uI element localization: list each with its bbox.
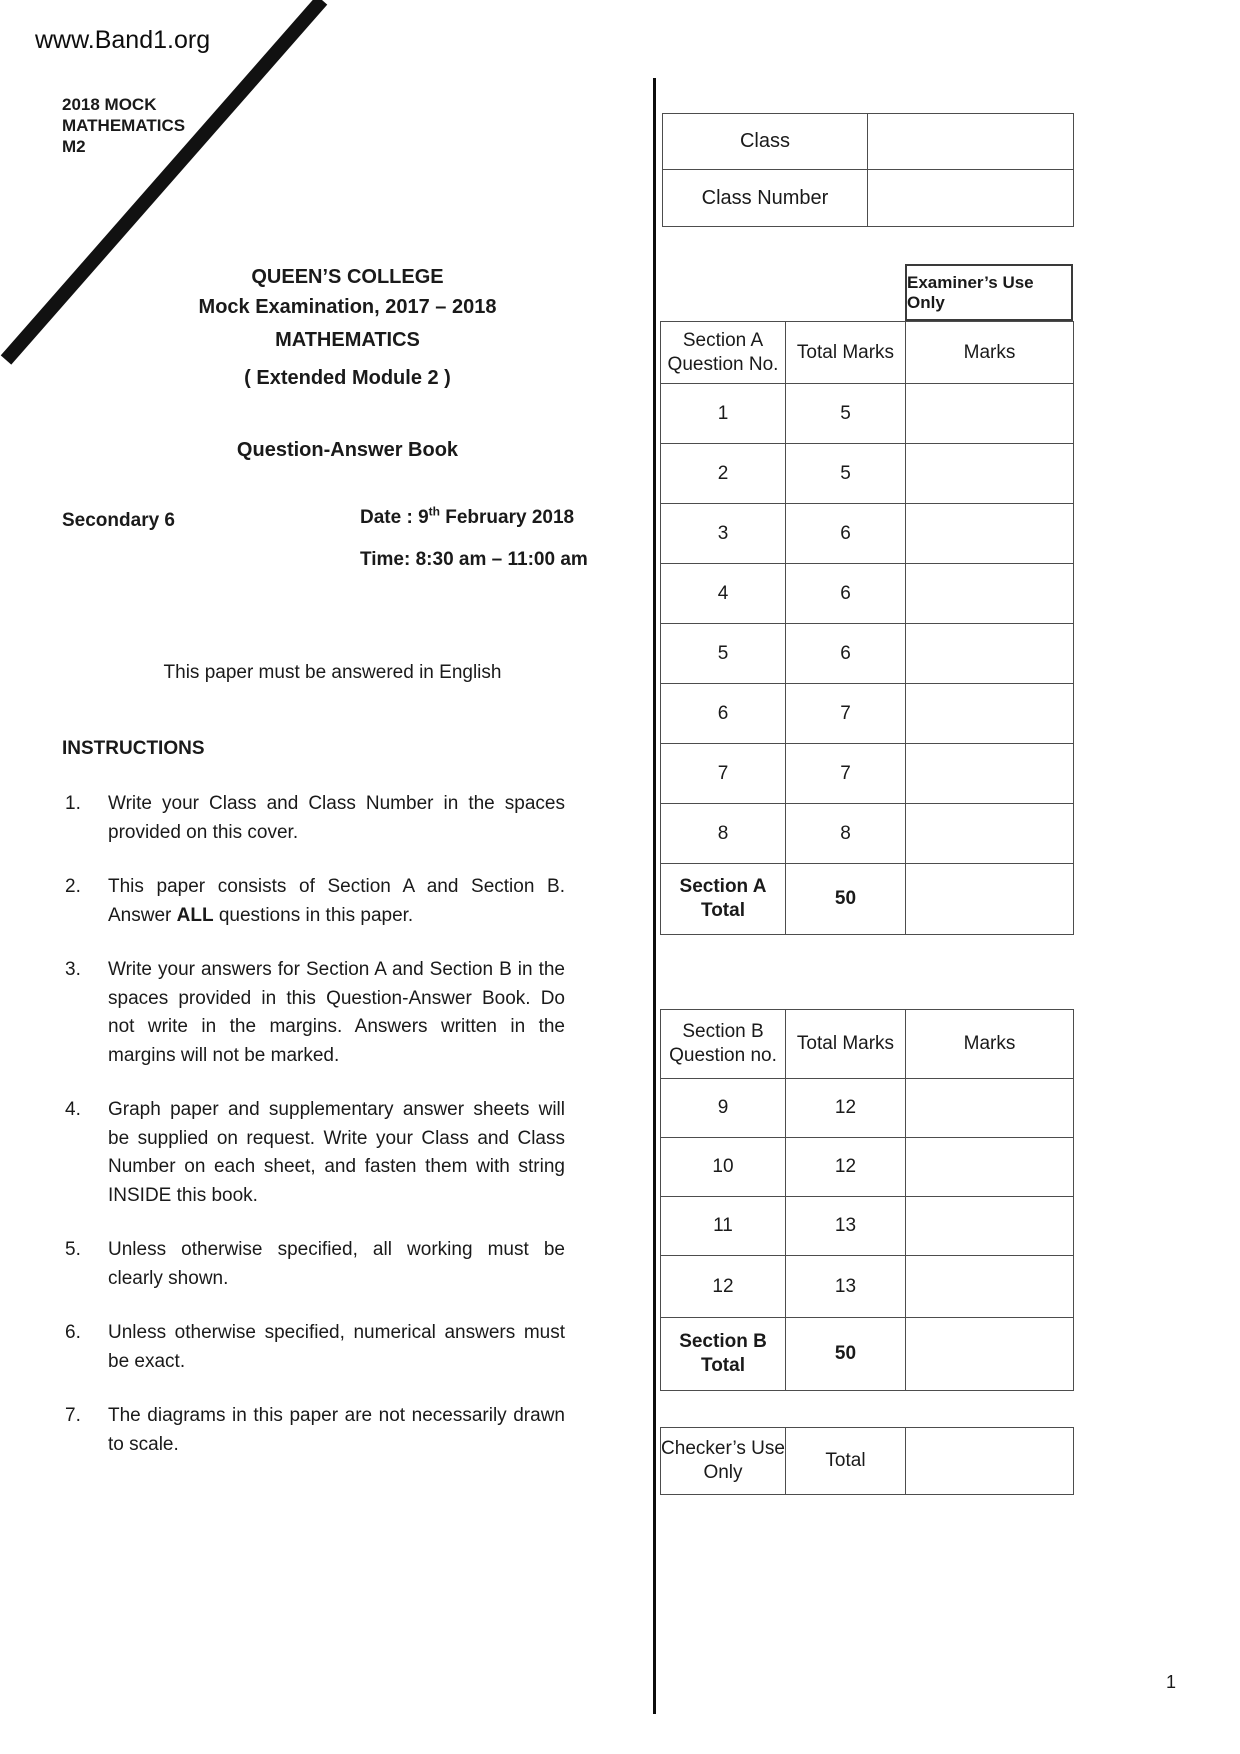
total-marks-cell: 13 [786, 1197, 906, 1256]
question-no-cell: 7 [661, 744, 786, 804]
section-a-header-row [661, 322, 1074, 384]
table-row [661, 684, 1074, 744]
instruction-text: Write your answers for Section A and Section B in the spaces provided in this Question-Answer Book. Do not write in the margins. Answers written in the margins will not be marked. [108, 959, 565, 1066]
instruction-text-post: questions in this paper. [213, 904, 414, 926]
exam-date-suffix: February 2018 [439, 507, 575, 528]
section-a-total-line2: Total [701, 900, 745, 921]
total-marks-cell: 8 [786, 804, 906, 864]
section-a-total-line1: Section A [679, 876, 767, 898]
table-row [661, 564, 1074, 624]
table-row [661, 1256, 1074, 1318]
marks-cell [906, 1318, 1074, 1391]
section-b-total-row [661, 1318, 1074, 1391]
table-row [661, 504, 1074, 564]
marks-cell [906, 1079, 1074, 1138]
table-row [661, 1138, 1074, 1197]
total-marks-cell: 6 [786, 564, 906, 624]
total-marks-cell: 12 [786, 1138, 906, 1197]
instruction-text-bold: ALL [176, 904, 214, 926]
class-label-cell: Class [663, 114, 868, 170]
class-value-cell [868, 114, 1074, 170]
section-a-table [660, 321, 1074, 935]
section-b-header-line2: Question no. [669, 1045, 777, 1066]
section-b-total-marks: 50 [786, 1318, 906, 1391]
instruction-number: 3. [65, 959, 81, 980]
total-marks-cell: 7 [786, 744, 906, 804]
marks-cell [906, 564, 1074, 624]
question-no-cell: 9 [661, 1079, 786, 1138]
exam-date-prefix: Date : 9 [360, 507, 429, 528]
instructions-heading: INSTRUCTIONS [62, 738, 205, 759]
marks-cell [906, 1138, 1074, 1197]
instruction-text: Unless otherwise specified, numerical answers must be exact. [108, 1322, 565, 1372]
section-b-total-line1: Section B [679, 1331, 767, 1353]
marks-cell [906, 684, 1074, 744]
corner-label-line2: MATHEMATICS [62, 116, 186, 135]
instruction-number: 5. [65, 1239, 81, 1260]
instruction-item [65, 1096, 565, 1210]
checker-label-line1: Checker’s Use [661, 1438, 785, 1460]
instruction-text: Graph paper and supplementary answer sheets will be supplied on request. Write your Class and Class Number on each sheet, and fasten them with string INSIDE this book. [108, 1099, 565, 1206]
table-row [661, 1197, 1074, 1256]
marks-cell [906, 804, 1074, 864]
instruction-text [108, 873, 565, 930]
instruction-text: Unless otherwise specified, all working must be clearly shown. [108, 1239, 565, 1289]
question-no-cell: 2 [661, 444, 786, 504]
instruction-text-pre: This paper consists of Section A and Section B. Answer [108, 876, 565, 926]
total-marks-header: Total Marks [786, 1010, 906, 1079]
marks-cell [906, 504, 1074, 564]
corner-label-line1: 2018 MOCK [62, 95, 157, 114]
instruction-item [65, 790, 565, 847]
corner-label-line3: M2 [62, 137, 86, 156]
section-a-total-marks: 50 [786, 864, 906, 935]
marks-cell [906, 624, 1074, 684]
examiners-use-only-box: Examiner’s Use Only [905, 264, 1073, 321]
page-number: 1 [1166, 1672, 1177, 1692]
total-marks-cell: 6 [786, 504, 906, 564]
table-row [661, 384, 1074, 444]
instruction-item [65, 873, 565, 930]
exam-title: Mock Examination, 2017 – 2018 [198, 296, 497, 318]
marks-cell [906, 864, 1074, 935]
question-no-cell: 12 [661, 1256, 786, 1318]
class-row [663, 114, 1074, 170]
table-row [661, 444, 1074, 504]
class-number-value-cell [868, 170, 1074, 227]
total-marks-cell: 7 [786, 684, 906, 744]
school-name: QUEEN’S COLLEGE [251, 266, 444, 288]
checker-label-line2: Only [703, 1462, 743, 1483]
table-row [661, 744, 1074, 804]
section-a-header-line2: Question No. [667, 353, 779, 375]
total-marks-cell: 13 [786, 1256, 906, 1318]
instruction-item [65, 1402, 565, 1459]
total-marks-header: Total Marks [786, 322, 906, 384]
marks-cell [906, 1256, 1074, 1318]
checker-table [660, 1427, 1074, 1495]
question-no-cell: 11 [661, 1197, 786, 1256]
total-marks-cell: 12 [786, 1079, 906, 1138]
class-number-row [663, 170, 1074, 227]
exam-date-superscript: th [428, 504, 440, 519]
section-a-total-label [661, 864, 786, 935]
instructions-list [65, 790, 565, 1485]
instruction-number: 2. [65, 876, 81, 897]
question-no-cell: 10 [661, 1138, 786, 1197]
section-b-table [660, 1009, 1074, 1391]
question-no-cell: 4 [661, 564, 786, 624]
class-number-label-cell: Class Number [663, 170, 868, 227]
exam-date [360, 504, 575, 529]
total-marks-cell: 5 [786, 384, 906, 444]
instruction-item [65, 1319, 565, 1376]
instruction-item [65, 1236, 565, 1293]
total-marks-cell: 6 [786, 624, 906, 684]
section-b-header-row [661, 1010, 1074, 1079]
instruction-number: 6. [65, 1322, 81, 1343]
class-table [662, 113, 1074, 227]
section-b-total-label [661, 1318, 786, 1391]
instruction-text: The diagrams in this paper are not necessarily drawn to scale. [108, 1405, 565, 1455]
subject-title: MATHEMATICS [275, 329, 420, 351]
section-b-header-line1: Section B [682, 1021, 764, 1043]
section-a-question-no-header [661, 322, 786, 384]
total-marks-cell: 5 [786, 444, 906, 504]
checker-total-label-cell: Total [786, 1428, 906, 1495]
marks-cell [906, 384, 1074, 444]
marks-cell [906, 444, 1074, 504]
instruction-number: 4. [65, 1099, 81, 1120]
book-title: Question-Answer Book [236, 439, 459, 461]
module-title: ( Extended Module 2 ) [244, 367, 451, 389]
instruction-item [65, 956, 565, 1070]
section-b-question-no-header [661, 1010, 786, 1079]
site-watermark: www.Band1.org [35, 26, 211, 54]
instruction-number: 7. [65, 1405, 81, 1426]
question-no-cell: 1 [661, 384, 786, 444]
table-row [661, 624, 1074, 684]
section-a-header-line1: Section A [682, 329, 764, 351]
table-row [661, 1079, 1074, 1138]
column-divider [653, 78, 656, 1714]
question-no-cell: 5 [661, 624, 786, 684]
question-no-cell: 8 [661, 804, 786, 864]
section-b-total-line2: Total [701, 1355, 745, 1376]
table-row [661, 804, 1074, 864]
marks-cell [906, 1197, 1074, 1256]
exam-time: Time: 8:30 am – 11:00 am [360, 549, 588, 570]
instruction-number: 1. [65, 793, 81, 814]
checker-value-cell [906, 1428, 1074, 1495]
checker-row [661, 1428, 1074, 1495]
corner-label [62, 94, 185, 157]
language-note: This paper must be answered in English [163, 662, 502, 683]
instruction-text: Write your Class and Class Number in the spaces provided on this cover. [108, 793, 565, 843]
form-label: Secondary 6 [62, 510, 175, 531]
checker-label-cell [661, 1428, 786, 1495]
section-a-total-row [661, 864, 1074, 935]
question-no-cell: 6 [661, 684, 786, 744]
marks-header: Marks [906, 1010, 1074, 1079]
marks-cell [906, 744, 1074, 804]
marks-header: Marks [906, 322, 1074, 384]
question-no-cell: 3 [661, 504, 786, 564]
